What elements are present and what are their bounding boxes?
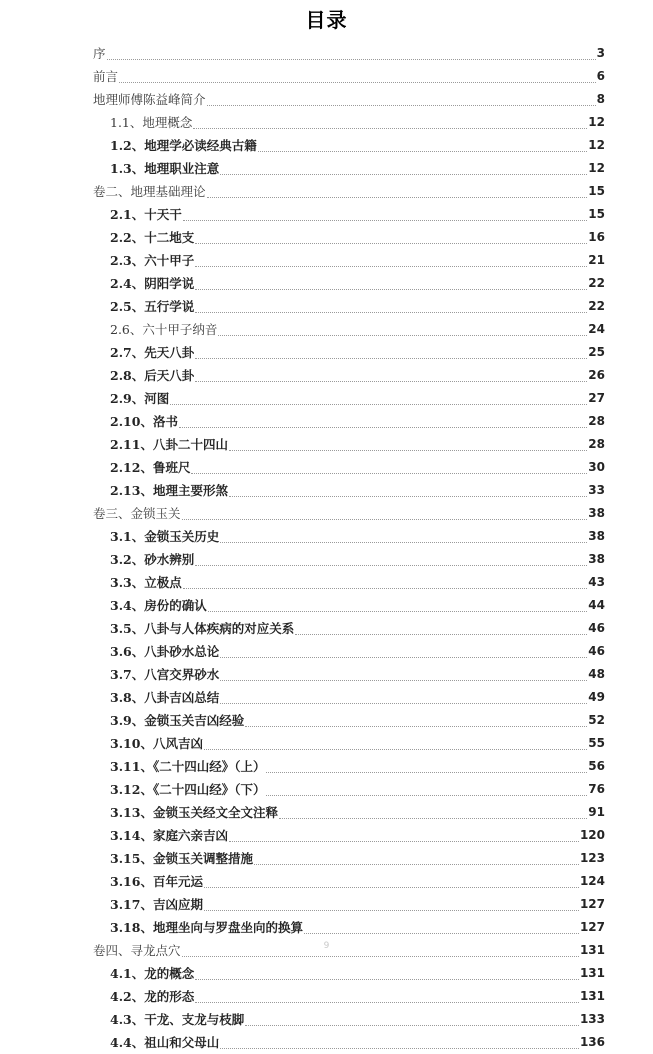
toc-entry[interactable] — [110, 893, 605, 916]
toc-leader-dots — [245, 1008, 579, 1031]
toc-entry-page-number: 15 — [588, 184, 605, 198]
toc-leader-dots — [195, 364, 587, 387]
toc-entry-page-number: 49 — [588, 690, 605, 704]
toc-entry[interactable] — [110, 295, 605, 318]
toc-entry-page-number: 22 — [588, 299, 605, 313]
toc-entry-label: 卷四、寻龙点穴 — [93, 943, 181, 958]
toc-entry[interactable] — [110, 847, 605, 870]
toc-entry[interactable] — [110, 686, 605, 709]
toc-entry[interactable] — [110, 617, 605, 640]
toc-leader-dots — [195, 249, 587, 272]
toc-entry-page-number: 8 — [596, 92, 605, 106]
toc-entry-page-number: 38 — [588, 506, 605, 520]
toc-entry-label: 2.8、后天八卦 — [110, 368, 195, 383]
toc-leader-dots — [195, 341, 587, 364]
toc-entry[interactable] — [110, 663, 605, 686]
toc-entry-label: 3.7、八宫交界砂水 — [110, 667, 220, 682]
toc-entry[interactable] — [110, 778, 605, 801]
toc-leader-dots — [245, 709, 587, 732]
toc-entry-page-number: 123 — [579, 851, 605, 865]
toc-entry-page-number: 131 — [579, 989, 605, 1003]
toc-entry[interactable] — [110, 525, 605, 548]
toc-entry-label: 序 — [93, 46, 106, 61]
toc-leader-dots — [304, 916, 579, 939]
toc-leader-dots — [266, 778, 587, 801]
toc-entry-page-number: 30 — [588, 460, 605, 474]
toc-entry-label: 3.6、八卦砂水总论 — [110, 644, 220, 659]
toc-entry[interactable] — [93, 65, 605, 88]
toc-entry-page-number: 127 — [579, 897, 605, 911]
toc-entry-page-number: 44 — [588, 598, 605, 612]
toc-entry-label: 2.10、洛书 — [110, 414, 178, 429]
toc-leader-dots — [218, 318, 587, 341]
toc-entry[interactable] — [110, 801, 605, 824]
toc-entry-page-number: 26 — [588, 368, 605, 382]
toc-entry-label: 4.1、龙的概念 — [110, 966, 195, 981]
table-of-contents — [0, 42, 653, 1054]
toc-entry-page-number: 52 — [588, 713, 605, 727]
toc-entry-page-number: 127 — [579, 920, 605, 934]
toc-entry[interactable] — [110, 249, 605, 272]
toc-entry-label: 4.2、龙的形态 — [110, 989, 195, 1004]
toc-entry[interactable] — [110, 111, 605, 134]
toc-entry-label: 卷二、地理基础理论 — [93, 184, 206, 199]
toc-entry-label: 3.9、金锁玉关吉凶经验 — [110, 713, 245, 728]
toc-entry[interactable] — [110, 479, 605, 502]
toc-entry[interactable] — [110, 571, 605, 594]
toc-entry-label: 3.16、百年元运 — [110, 874, 203, 889]
toc-leader-dots — [193, 111, 587, 134]
page-title: 目录 — [305, 8, 348, 32]
toc-entry-label: 2.12、鲁班尺 — [110, 460, 191, 475]
toc-entry-label: 2.4、阴阳学说 — [110, 276, 195, 291]
toc-entry-page-number: 55 — [588, 736, 605, 750]
toc-entry-page-number: 28 — [588, 414, 605, 428]
toc-entry-label: 3.3、立极点 — [110, 575, 182, 590]
toc-entry-page-number: 43 — [588, 575, 605, 589]
toc-entry-page-number: 21 — [588, 253, 605, 267]
toc-entry-label: 2.5、五行学说 — [110, 299, 195, 314]
toc-entry-page-number: 38 — [588, 552, 605, 566]
toc-entry[interactable] — [110, 640, 605, 663]
toc-entry-label: 3.15、金锁玉关调整措施 — [110, 851, 253, 866]
toc-entry-label: 3.12、《二十四山经》（下） — [110, 782, 266, 797]
toc-entry[interactable] — [110, 709, 605, 732]
toc-entry-page-number: 12 — [588, 138, 605, 152]
toc-leader-dots — [207, 180, 588, 203]
toc-leader-dots — [220, 640, 587, 663]
toc-entry[interactable] — [110, 157, 605, 180]
toc-entry-label: 3.1、金锁玉关历史 — [110, 529, 220, 544]
toc-entry-label: 2.3、六十甲子 — [110, 253, 195, 268]
toc-entry[interactable] — [110, 203, 605, 226]
toc-leader-dots — [220, 525, 587, 548]
toc-leader-dots — [195, 985, 579, 1008]
toc-entry-page-number: 56 — [588, 759, 605, 773]
toc-leader-dots — [179, 410, 587, 433]
toc-entry[interactable] — [110, 916, 605, 939]
toc-leader-dots — [229, 479, 587, 502]
toc-leader-dots — [107, 42, 596, 65]
toc-entry-label: 前言 — [93, 69, 119, 84]
toc-entry-page-number: 24 — [588, 322, 605, 336]
toc-entry[interactable] — [110, 456, 605, 479]
toc-entry[interactable] — [110, 318, 605, 341]
toc-leader-dots — [295, 617, 587, 640]
toc-entry-label: 卷三、金锁玉关 — [93, 506, 181, 521]
toc-entry-page-number: 12 — [588, 115, 605, 129]
toc-entry-page-number: 12 — [588, 161, 605, 175]
toc-entry[interactable] — [110, 755, 605, 778]
toc-entry[interactable] — [93, 88, 605, 111]
toc-entry-page-number: 25 — [588, 345, 605, 359]
toc-entry-label: 3.8、八卦吉凶总结 — [110, 690, 220, 705]
toc-entry-page-number: 131 — [579, 943, 605, 957]
toc-entry[interactable] — [110, 870, 605, 893]
toc-entry-page-number: 48 — [588, 667, 605, 681]
toc-entry-page-number: 38 — [588, 529, 605, 543]
toc-entry-page-number: 33 — [588, 483, 605, 497]
toc-leader-dots — [258, 134, 588, 157]
toc-entry[interactable] — [110, 272, 605, 295]
toc-entry[interactable] — [110, 732, 605, 755]
toc-entry-page-number: 46 — [588, 644, 605, 658]
toc-entry-page-number: 131 — [579, 966, 605, 980]
toc-entry[interactable] — [93, 502, 605, 525]
toc-entry-page-number: 15 — [588, 207, 605, 221]
toc-entry-page-number: 136 — [579, 1035, 605, 1049]
toc-leader-dots — [220, 663, 587, 686]
toc-entry[interactable] — [110, 410, 605, 433]
toc-entry-label: 3.4、房份的确认 — [110, 598, 207, 613]
toc-entry-label: 3.2、砂水辨别 — [110, 552, 195, 567]
toc-entry-label: 3.13、金锁玉关经文全文注释 — [110, 805, 278, 820]
toc-entry-label: 3.5、八卦与人体疾病的对应关系 — [110, 621, 295, 636]
toc-entry[interactable] — [110, 824, 605, 847]
toc-leader-dots — [204, 893, 579, 916]
toc-entry-label: 1.1、地理概念 — [110, 115, 193, 130]
toc-entry[interactable] — [93, 42, 605, 65]
toc-leader-dots — [195, 272, 587, 295]
toc-leader-dots — [191, 456, 587, 479]
toc-leader-dots — [204, 870, 579, 893]
toc-entry-page-number: 120 — [579, 828, 605, 842]
toc-entry[interactable] — [110, 387, 605, 410]
toc-leader-dots — [229, 433, 587, 456]
toc-leader-dots — [208, 594, 588, 617]
toc-entry-label: 3.10、八风吉凶 — [110, 736, 203, 751]
toc-entry[interactable] — [93, 180, 605, 203]
toc-entry[interactable] — [110, 226, 605, 249]
toc-entry[interactable] — [110, 341, 605, 364]
toc-entry-label: 3.17、吉凶应期 — [110, 897, 203, 912]
toc-entry-label: 1.3、地理职业注意 — [110, 161, 220, 176]
toc-leader-dots — [220, 157, 587, 180]
toc-leader-dots — [182, 502, 588, 525]
toc-entry[interactable] — [110, 134, 605, 157]
toc-entry[interactable] — [110, 1008, 605, 1031]
toc-entry-label: 2.13、地理主要形煞 — [110, 483, 228, 498]
toc-entry-label: 2.11、八卦二十四山 — [110, 437, 228, 452]
toc-leader-dots — [279, 801, 587, 824]
toc-entry-label: 4.4、祖山和父母山 — [110, 1035, 220, 1050]
toc-leader-dots — [204, 732, 587, 755]
toc-leader-dots — [220, 686, 587, 709]
toc-entry-page-number: 6 — [596, 69, 605, 83]
toc-leader-dots — [266, 755, 587, 778]
toc-entry-page-number: 16 — [588, 230, 605, 244]
toc-leader-dots — [183, 203, 588, 226]
toc-leader-dots — [254, 847, 579, 870]
toc-leader-dots — [170, 387, 587, 410]
toc-entry-label: 地理师傅陈益峰简介 — [93, 92, 206, 107]
toc-entry[interactable] — [110, 548, 605, 571]
toc-entry[interactable] — [110, 433, 605, 456]
toc-leader-dots — [119, 65, 596, 88]
toc-leader-dots — [195, 962, 579, 985]
toc-entry-label: 3.18、地理坐向与罗盘坐向的换算 — [110, 920, 303, 935]
toc-entry-label: 2.7、先天八卦 — [110, 345, 195, 360]
toc-leader-dots — [207, 88, 596, 111]
toc-entry-label: 2.2、十二地支 — [110, 230, 195, 245]
toc-entry-label: 1.2、地理学必读经典古籍 — [110, 138, 257, 153]
toc-entry-page-number: 133 — [579, 1012, 605, 1026]
toc-entry[interactable] — [110, 1031, 605, 1054]
toc-entry-page-number: 28 — [588, 437, 605, 451]
toc-entry-label: 2.9、河图 — [110, 391, 170, 406]
toc-entry-page-number: 46 — [588, 621, 605, 635]
toc-entry-page-number: 76 — [588, 782, 605, 796]
toc-entry[interactable] — [110, 594, 605, 617]
toc-entry-label: 2.1、十天干 — [110, 207, 182, 222]
toc-entry[interactable] — [110, 364, 605, 387]
toc-leader-dots — [195, 548, 587, 571]
toc-leader-dots — [195, 295, 587, 318]
toc-entry-page-number: 27 — [588, 391, 605, 405]
toc-leader-dots — [220, 1031, 579, 1054]
toc-entry-page-number: 124 — [579, 874, 605, 888]
toc-entry[interactable] — [110, 985, 605, 1008]
toc-entry-label: 3.11、《二十四山经》（上） — [110, 759, 266, 774]
toc-leader-dots — [229, 824, 579, 847]
toc-entry[interactable] — [110, 962, 605, 985]
toc-entry-page-number: 3 — [596, 46, 605, 60]
toc-leader-dots — [183, 571, 588, 594]
toc-entry-label: 3.14、家庭六亲吉凶 — [110, 828, 228, 843]
toc-entry-page-number: 91 — [588, 805, 605, 819]
toc-entry-label: 4.3、干龙、支龙与枝脚 — [110, 1012, 245, 1027]
toc-leader-dots — [195, 226, 587, 249]
toc-entry-page-number: 22 — [588, 276, 605, 290]
footer-page-number: 9 — [323, 941, 330, 951]
toc-entry-label: 2.6、六十甲子纳音 — [110, 322, 218, 337]
